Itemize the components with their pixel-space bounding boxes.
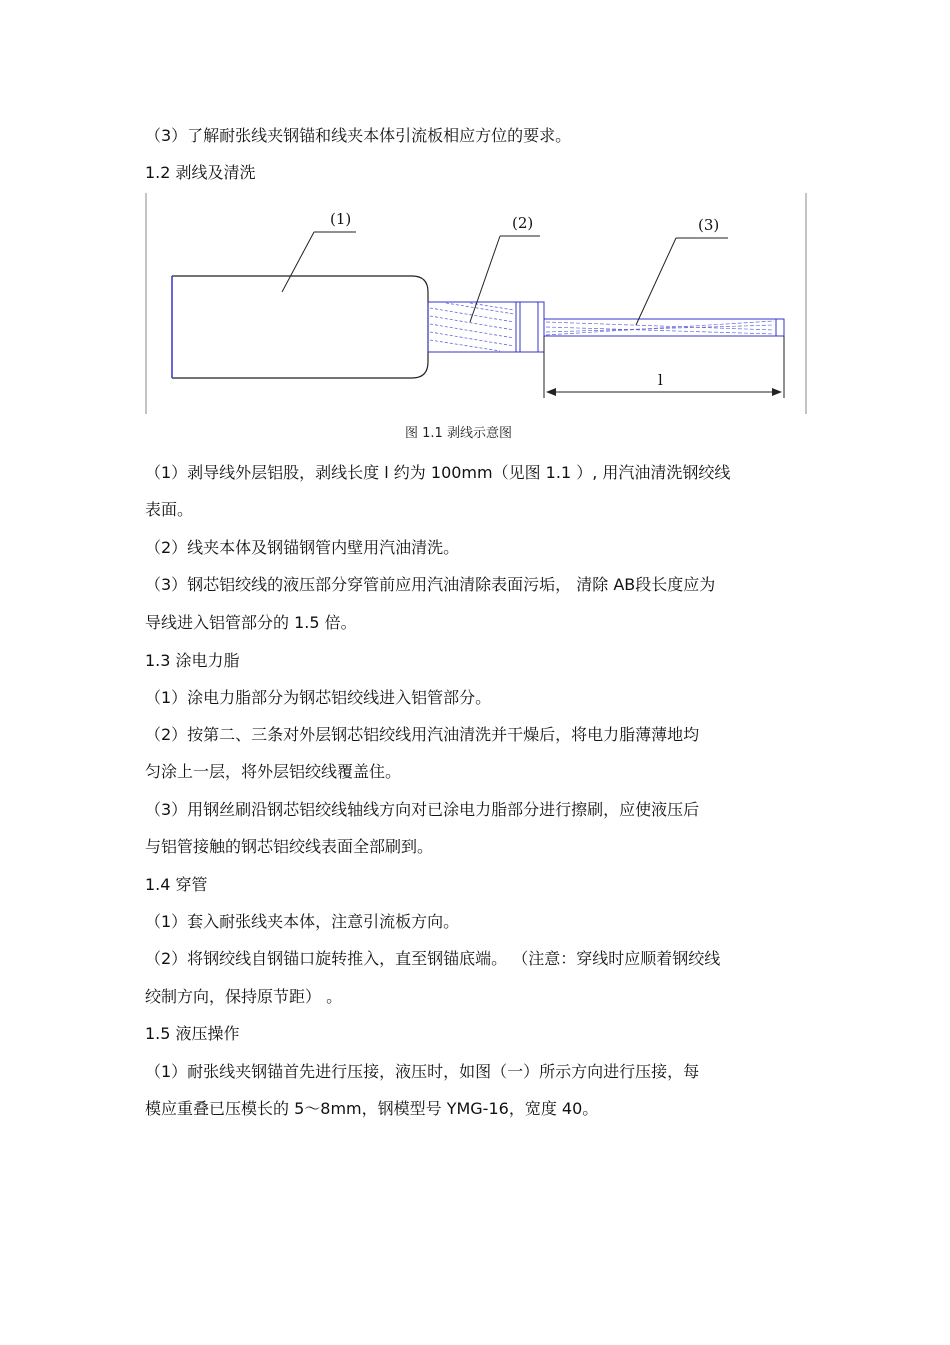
text-line: （1）剥导线外层铝股，剥线长度 l 约为 100mm（见图 1.1 ）, 用汽油清洗钢绞线 <box>145 463 731 482</box>
dimension-label: l <box>658 371 663 389</box>
conductor-outer-body <box>172 276 428 378</box>
text-line: （2）将钢绞线自钢锚口旋转推入，直至钢锚底端。 （注意：穿线时应顺着钢绞线 <box>145 949 721 968</box>
text-line: （1）涂电力脂部分为钢芯铝绞线进入铝管部分。 <box>145 688 492 707</box>
diagram-label-2: (2) <box>512 214 534 232</box>
figure-caption: 图 1.1 剥线示意图 <box>405 426 512 441</box>
text-line: （1）耐张线夹钢锚首先进行压接，液压时，如图（一）所示方向进行压接，每 <box>145 1062 700 1081</box>
section-heading: 1.5 液压操作 <box>145 1024 240 1043</box>
section-heading: 1.2 剥线及清洗 <box>145 163 256 182</box>
text-line: 导线进入铝管部分的 1.5 倍。 <box>145 613 357 632</box>
text-line: （2）按第二、三条对外层钢芯铝绞线用汽油清洗并干燥后，将电力脂薄薄地均 <box>145 725 700 744</box>
dimension-line <box>544 336 784 398</box>
steel-core-section <box>544 319 784 336</box>
label-2-leader <box>470 236 540 322</box>
text-line: 匀涂上一层，将外层铝绞线覆盖住。 <box>145 762 402 781</box>
section-heading: 1.3 涂电力脂 <box>145 651 240 670</box>
text-line: （3）用钢丝刷沿钢芯铝绞线轴线方向对已涂电力脂部分进行擦刷，应使液压后 <box>145 800 700 819</box>
text-line: 绞制方向，保持原节距） 。 <box>145 987 343 1006</box>
label-1-leader <box>282 232 356 292</box>
text-line: （3）钢芯铝绞线的液压部分穿管前应用汽油清除表面污垢， 清除 AB段长度应为 <box>145 575 716 594</box>
text-line: （2）线夹本体及钢锚钢管内壁用汽油清洗。 <box>145 538 460 557</box>
aluminum-strand-section <box>428 302 544 352</box>
label-3-leader <box>636 238 728 325</box>
text-line: 模应重叠已压模长的 5～8mm，钢模型号 YMG-16，宽度 40。 <box>145 1099 599 1118</box>
diagram-label-1: (1) <box>330 210 352 228</box>
text-line: 表面。 <box>145 500 194 519</box>
text-line: （1）套入耐张线夹本体，注意引流板方向。 <box>145 912 460 931</box>
section-heading: 1.4 穿管 <box>145 875 208 894</box>
diagram-label-3: (3) <box>698 216 720 234</box>
text-line: 与铝管接触的钢芯铝绞线表面全部刷到。 <box>145 837 434 856</box>
text-line: （3）了解耐张线夹钢锚和线夹本体引流板相应方位的要求。 <box>145 126 572 145</box>
